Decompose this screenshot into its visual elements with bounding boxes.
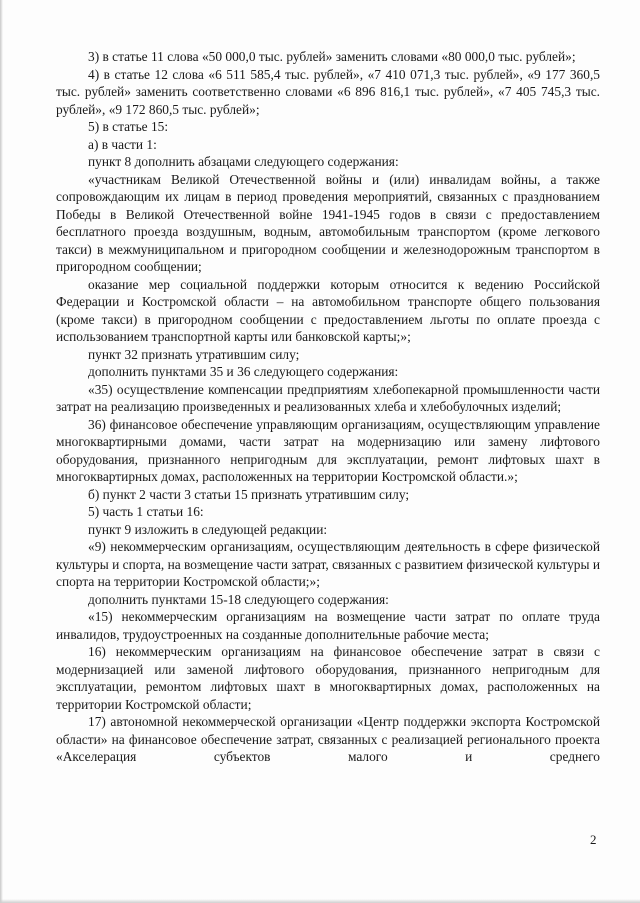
paragraph: 3) в статье 11 слова «50 000,0 тыс. рублей» заменить словами «80 000,0 тыс. рублей»; [88, 49, 576, 64]
paragraph: «участникам Великой Отечественной войны и (или) инвалидам войны, а также сопровождающим их лицам в период проведения мероприятий, связанных с празднованием Победы в Великой Отечественной войне 1941-1945 годов в связи с предоставлением бесплатного проезда воздушным, водным, автомобильным транспортом (кроме легкового такси) в межмуниципальном и пригородном сообщении и железнодорожным транспортом в пригородном сообщении; [56, 171, 600, 274]
paragraph: 17) автономной некоммерческой организации «Центр поддержки экспорта Костромской области» на финансовое обеспечение затрат, связанных с реализацией регионального проекта «Акселерация субъектов малого и среднего [56, 714, 600, 764]
document-body [56, 48, 600, 766]
paragraph: дополнить пунктами 15-18 следующего содержания: [88, 591, 389, 607]
paragraph: оказание мер социальной поддержки которым относится к ведению Российской Федерации и Костромской области – на автомобильном транспорте общего пользования (кроме такси) в пригородном сообщении с предоставлением льготы по оплате проезда с использованием транспортной карты или банковской карты;»; [56, 276, 600, 344]
paragraph: 16) некоммерческим организациям на финансовое обеспечение затрат в связи с модернизацией или заменой лифтового оборудования, признанного непригодным для эксплуатации, ремонтом лифтовых шахт в многоквартирных домах, расположенных на территории Костромской области; [56, 644, 600, 712]
page-number: 2 [590, 832, 597, 847]
paragraph: 5) в статье 15: [88, 119, 169, 134]
paragraph: пункт 32 признать утратившим силу; [88, 346, 300, 362]
paragraph: «9) некоммерческим организациям, осуществляющим деятельность в сфере физической культуры и спорта, на возмещение части затрат, связанных с развитием физической культуры и спорта на территории Костромской области;»; [56, 539, 601, 589]
paragraph: б) пункт 2 части 3 статьи 15 признать утратившим силу; [88, 486, 410, 502]
paragraph: дополнить пунктами 35 и 36 следующего содержания: [88, 364, 399, 379]
paragraph: 5) часть 1 статьи 16: [88, 504, 204, 519]
paragraph: пункт 9 изложить в следующей редакции: [88, 521, 328, 537]
scan-edge-bottom [0, 899, 640, 903]
scan-edge-left [0, 0, 3, 903]
paragraph: а) в части 1: [88, 136, 157, 152]
paragraph: «35) осуществление компенсации предприятиям хлебопекарной промышленности части затрат на реализацию произведенных и реализованных хлеба и хлебобулочных изделий; [56, 381, 600, 414]
paragraph: 36) финансовое обеспечение управляющим организациям, осуществляющим управление многоквартирными домами, части затрат на модернизацию или замену лифтового оборудования, признанного непригодным для эксплуатации, ремонт лифтовых шахт в многоквартирных домах, расположенных на территории Костромской области.»; [56, 416, 600, 484]
paragraph: 4) в статье 12 слова «6 511 585,4 тыс. рублей», «7 410 071,3 тыс. рублей», «9 177 360,5 тыс. рублей» заменить соответственно словами «6 896 816,1 тыс. рублей», «7 405 745,3 тыс. рублей», «9 172 860,5 тыс. рублей»; [56, 66, 600, 117]
paragraph: «15) некоммерческим организациям на возмещение части затрат по оплате труда инвалидов, трудоустроенных на созданные дополнительные рабочие места; [56, 609, 600, 642]
paragraph: пункт 8 дополнить абзацами следующего содержания: [88, 154, 399, 169]
